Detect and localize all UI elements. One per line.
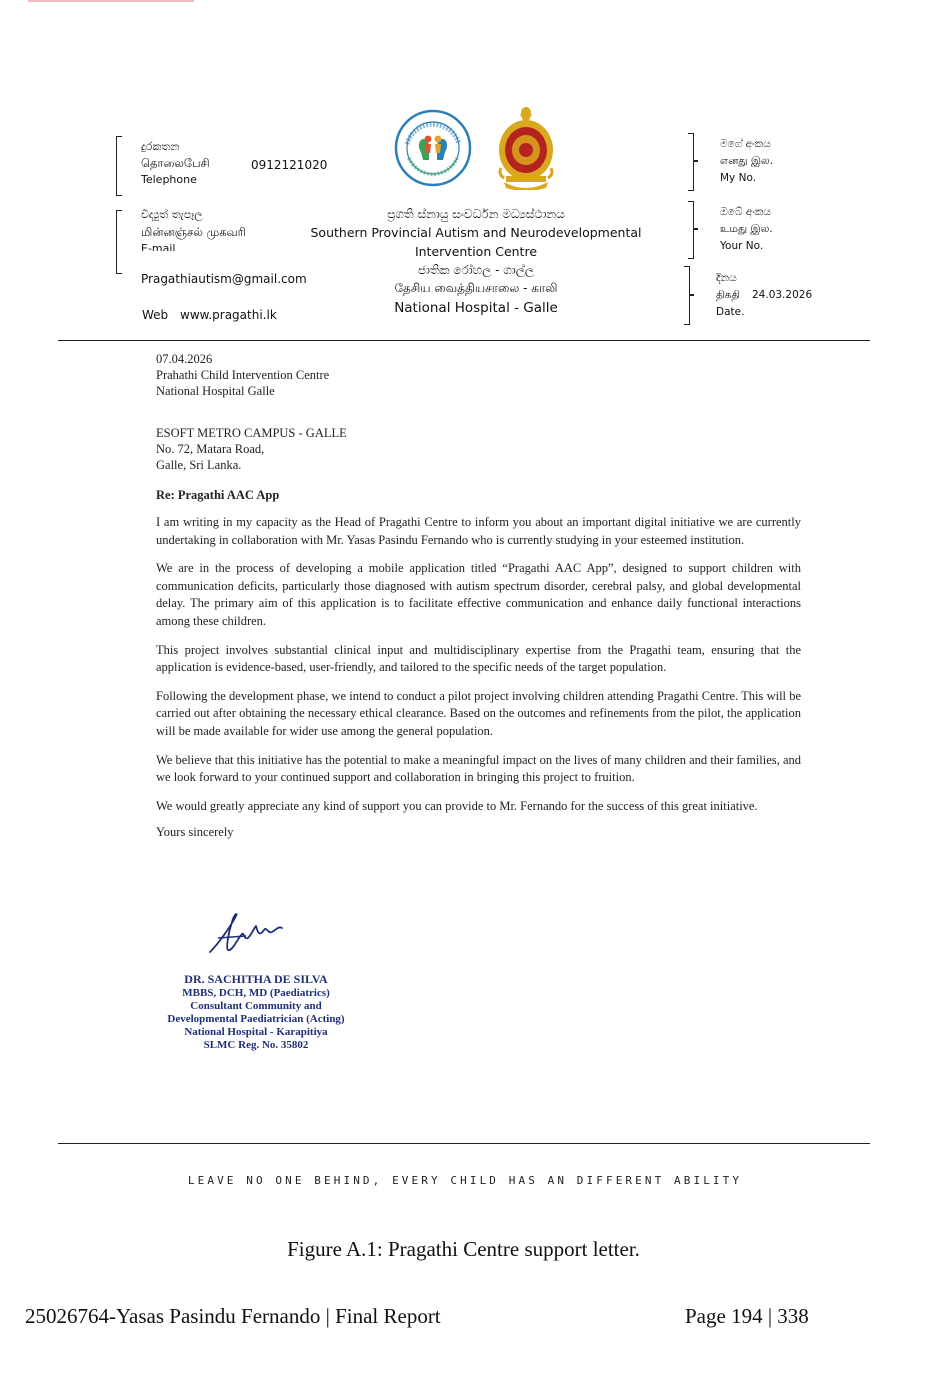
recipient-line-2: No. 72, Matara Road, bbox=[156, 442, 265, 456]
web-url[interactable]: www.pragathi.lk bbox=[180, 308, 277, 322]
web-label: Web bbox=[142, 308, 169, 322]
date-label-en: Date. bbox=[716, 306, 745, 318]
stamp-title-1: Consultant Community and bbox=[190, 1000, 322, 1012]
sender-line-2: National Hospital Galle bbox=[156, 384, 275, 398]
closing: Yours sincerely bbox=[156, 825, 234, 840]
your-no-label-en: Your No. bbox=[720, 240, 764, 252]
footer-tagline: LEAVE NO ONE BEHIND, EVERY CHILD HAS AN DIFFERENT ABILITY bbox=[187, 1174, 743, 1187]
email-label-ta: மின்னஞ்சல் முகவரி bbox=[141, 225, 246, 239]
letter-body bbox=[156, 514, 801, 842]
left-bracket-phone bbox=[116, 136, 122, 196]
phone-number: 0912121020 bbox=[251, 158, 328, 172]
paragraph-6: We would greatly appreciate any kind of support you can provide to Mr. Fernando for the success of this great initiative. bbox=[156, 798, 758, 813]
recipient-line-3: Galle, Sri Lanka. bbox=[156, 458, 242, 472]
email-label-en: E-mail bbox=[141, 242, 176, 251]
hospital-name-en: National Hospital - Galle bbox=[394, 300, 558, 316]
phone-label-si: දුරකතන bbox=[141, 140, 180, 153]
figure-caption: Figure A.1: Pragathi Centre support letter. bbox=[287, 1237, 640, 1261]
sri-lanka-emblem-icon bbox=[496, 104, 556, 190]
paragraph-4: Following the development phase, we intend to conduct a pilot project involving children attending Pragathi Centre. This will be carried out after obtaining the necessary ethical clearance. Based on the outcomes and refinements from the pilot, the application will be made available for wider use among the general population. bbox=[156, 688, 801, 738]
letter-date: 07.04.2026 bbox=[156, 352, 213, 366]
handwritten-signature bbox=[206, 912, 286, 958]
date-label-si: දිනය bbox=[716, 272, 737, 284]
paragraph-3: This project involves substantial clinical input and multidisciplinary expertise from the Pragathi team, ensuring that the application is evidence-based, user-friendly, and tailored to the specific needs of the target population. bbox=[156, 642, 801, 675]
stamp-qualifications: MBBS, DCH, MD (Paediatrics) bbox=[182, 987, 330, 999]
right-bracket-my-no bbox=[688, 133, 694, 191]
email-label-si: විද්‍යුත් තැපෑල bbox=[141, 208, 203, 221]
right-tick-your-no bbox=[693, 228, 698, 230]
right-tick-my-no bbox=[693, 160, 698, 162]
your-no-label-si: ඔබේ අංකය bbox=[720, 206, 771, 218]
letter-subject: Re: Pragathi AAC App bbox=[156, 488, 280, 502]
recipient-line-1: ESOFT METRO CAMPUS - GALLE bbox=[156, 426, 347, 440]
your-no-label-ta: உமது இல. bbox=[720, 223, 773, 235]
stamp-title-2: Developmental Paediatrician (Acting) bbox=[167, 1013, 345, 1025]
centre-name-si: ප්‍රගති ස්නායු සංවර්ධන මධ්‍යස්ථානය bbox=[387, 207, 565, 221]
paragraph-5: We believe that this initiative has the potential to make a meaningful impact on the lives of many children and their families, and we look forward to your continued support and collaboration in bringing this project to fruition. bbox=[156, 752, 801, 785]
hospital-name-ta: தேசிய வைத்தியசாலை - காலி bbox=[394, 281, 558, 295]
email-address[interactable]: Pragathiautism@gmail.com bbox=[141, 272, 307, 286]
right-tick-date bbox=[689, 294, 694, 296]
footer-divider bbox=[58, 1143, 870, 1144]
top-accent-bar bbox=[28, 0, 194, 2]
paragraph-1: I am writing in my capacity as the Head of Pragathi Centre to inform you about an important digital initiative we are currently undertaking in collaboration with Mr. Yasas Pasindu Fernando who is currently studying in your esteemed institution. bbox=[156, 515, 801, 547]
my-no-label-en: My No. bbox=[720, 172, 757, 184]
stamp-name: DR. SACHITHA DE SILVA bbox=[184, 972, 328, 986]
page-footer-right: Page 194 | 338 bbox=[685, 1304, 809, 1328]
header-divider bbox=[58, 340, 870, 341]
paragraph-2: We are in the process of developing a mobile application titled “Pragathi AAC App”, designed to support children with communication deficits, particularly those diagnosed with autism spectrum disorder, cerebral palsy, and global developmental delay. The primary aim of this application is to facilitate effective communication and enhance daily functional interactions among these children. bbox=[156, 561, 801, 628]
phone-label-ta: தொலைபேசி bbox=[141, 156, 210, 170]
phone-label-en: Telephone bbox=[141, 173, 197, 186]
centre-name-en-line1: Southern Provincial Autism and Neurodevelopmental bbox=[310, 225, 642, 240]
pragathi-logo-icon bbox=[393, 108, 473, 188]
page-footer-left: 25026764-Yasas Pasindu Fernando | Final Report bbox=[25, 1304, 441, 1328]
hospital-name-si: ජාතික රෝහල - ගාල්ල bbox=[417, 263, 535, 277]
my-no-label-ta: எனது இல. bbox=[720, 155, 774, 167]
right-bracket-your-no bbox=[688, 201, 694, 259]
date-label-ta: திகதி bbox=[716, 289, 740, 301]
sender-line-1: Prahathi Child Intervention Centre bbox=[156, 368, 330, 382]
left-bracket-email bbox=[116, 210, 122, 274]
stamp-registration: SLMC Reg. No. 35802 bbox=[203, 1039, 309, 1051]
my-no-label-si: මගේ අංකය bbox=[720, 138, 771, 150]
stamp-hospital: National Hospital - Karapitiya bbox=[184, 1026, 328, 1038]
centre-name-en-line2: Intervention Centre bbox=[414, 244, 538, 259]
date-value: 24.03.2026 bbox=[752, 289, 813, 301]
